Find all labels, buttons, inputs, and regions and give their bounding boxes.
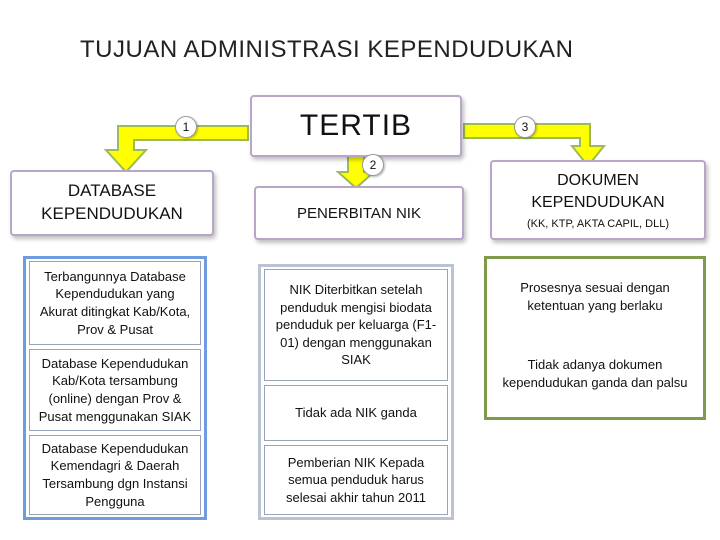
page-title: TUJUAN ADMINISTRASI KEPENDUDUKAN — [80, 36, 574, 63]
nik-head-label: PENERBITAN NIK — [297, 204, 421, 222]
middle-item-3-text: Pemberian NIK Kepada semua penduduk harus selesai akhir tahun 2011 — [286, 454, 426, 505]
middle-item-1-text: NIK Diterbitkan setelah penduduk mengisi biodata penduduk per keluarga (F1-01) dengan menggunakan SIAK — [275, 282, 437, 368]
middle-column — [258, 264, 454, 520]
left-item-3 — [29, 435, 201, 515]
left-item-1-text: Terbangunnya Database Kependudukan yang Akurat ditingkat Kab/Kota, Prov & Pusat — [39, 268, 191, 337]
tertib-box — [250, 95, 462, 157]
badge-2: 2 — [362, 154, 384, 176]
right-item-1 — [493, 267, 697, 327]
left-item-1 — [29, 261, 201, 345]
dokumen-head-sublabel: (KK, KTP, AKTA CAPIL, DLL) — [526, 217, 670, 230]
middle-item-1 — [264, 269, 448, 381]
badge-3: 3 — [514, 116, 536, 138]
right-item-2-text: Tidak adanya dokumen kependudukan ganda dan palsu — [502, 357, 688, 390]
dokumen-head-box — [490, 160, 706, 240]
right-column — [484, 256, 706, 420]
right-item-2 — [493, 337, 697, 411]
middle-item-2 — [264, 385, 448, 441]
nik-head-box — [254, 186, 464, 240]
middle-item-2-text: Tidak ada NIK ganda — [295, 405, 417, 421]
left-item-2 — [29, 349, 201, 431]
left-item-2-text: Database Kependudukan Kab/Kota tersambung (online) dengan Prov & Pusat menggunakan SIAK — [38, 355, 192, 424]
tertib-label: TERTIB — [299, 109, 413, 142]
middle-item-3 — [264, 445, 448, 515]
database-head-label: DATABASE KEPENDUDUKAN — [41, 181, 183, 223]
dokumen-head-label: DOKUMEN KEPENDUDUKAN — [531, 172, 665, 211]
right-item-1-text: Prosesnya sesuai dengan ketentuan yang berlaku — [520, 280, 670, 313]
badge-1: 1 — [175, 116, 197, 138]
database-head-box — [10, 170, 214, 236]
left-column — [23, 256, 207, 520]
left-item-3-text: Database Kependudukan Kemendagri & Daerah Tersambung dgn Instansi Pengguna — [41, 440, 189, 509]
